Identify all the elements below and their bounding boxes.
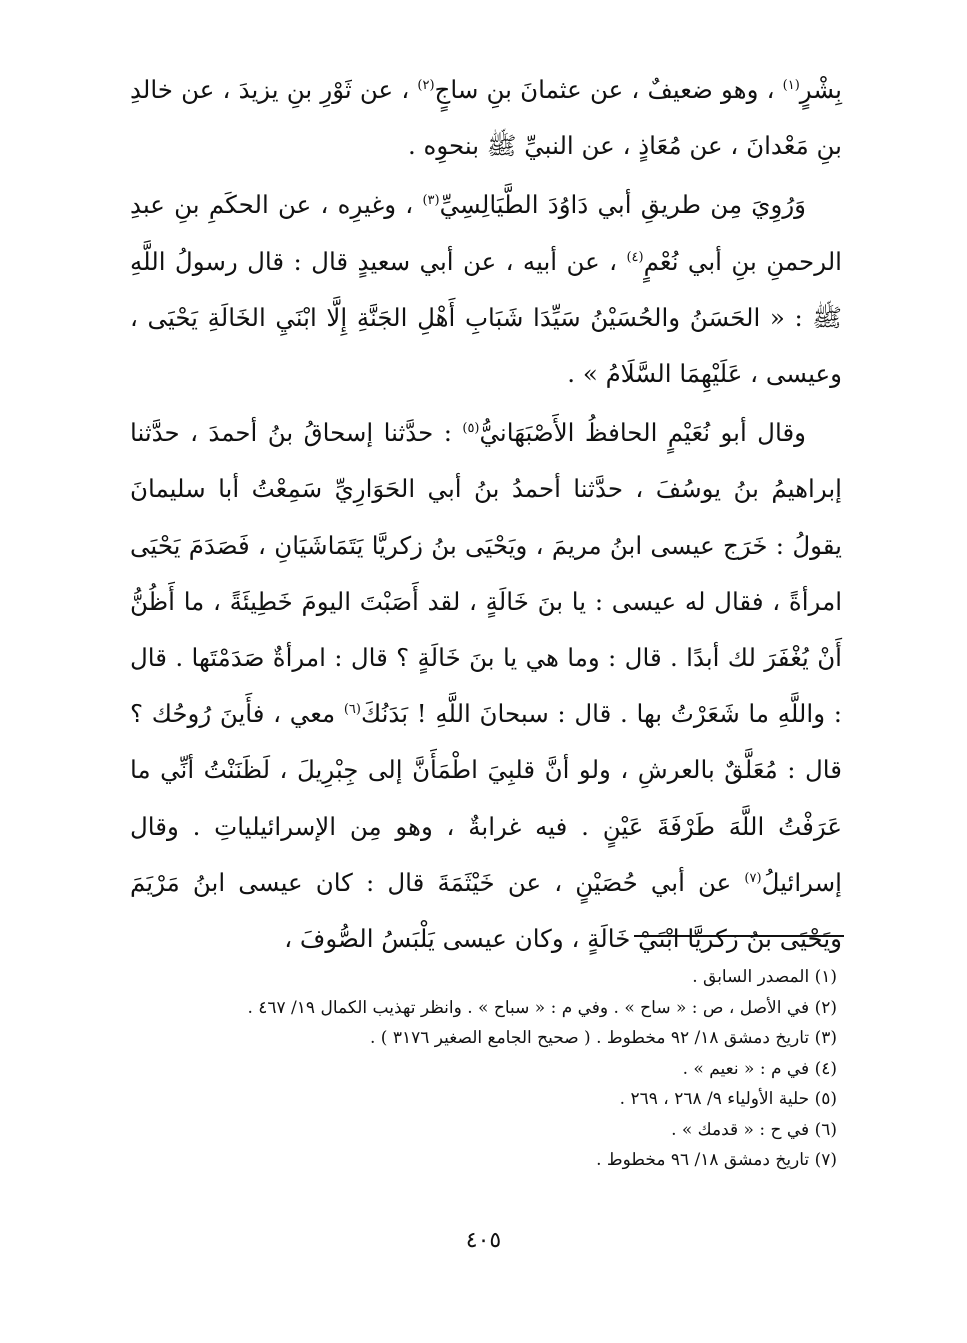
footnote-5: (٥) حلية الأولياء ٩/ ٢٦٨ ، ٢٦٩ . [619,1089,837,1109]
text-segment: وقال أبو نُعَيْمٍ الحافظُ الأَصْبَهَانيُّ [479,418,806,448]
paragraph-3 [130,405,842,967]
footnote-2: (٢) في الأصل ، ص : « ساح » . وفي م : « سباح » . وانظر تهذيب الكمال ١٩/ ٤٦٧ . [247,997,837,1018]
footnote-ref-1: (١) [782,78,800,93]
footnote-ref-5: (٥) [462,421,480,437]
paragraph-1 [130,62,842,174]
main-text [130,62,842,967]
footnote-ref-7: (٧) [744,870,762,886]
footnote-ref-3: (٣) [422,193,440,209]
text-segment: ، عن أبيه ، عن أبي سعيدٍ قال : قال رسولُ اللَّهِ ﷺ : « الحَسَنُ والحُسَيْنُ سَيِّدَا شَبَابِ أَهْلِ الجَنَّةِ إِلَّا ابْنَيِ الخَالَةِ يَحْيَى ، وعيسى ، عَلَيْهِمَا السَّلَامُ » . [130,246,842,389]
paragraph-2 [130,177,842,402]
footnote-1: (١) المصدر السابق . [692,967,837,987]
footnote-3: (٣) تاريخ دمشق ١٨/ ٩٢ مخطوط . ( صحيح الجامع الصغير ٣١٧٦ ) . [369,1028,837,1048]
footnote-7: (٧) تاريخ دمشق ١٨/ ٩٦ مخطوط . [596,1150,837,1170]
page-number: ٤٠٥ [465,1228,502,1253]
text-segment: معي ، فأَينَ رُوحُك ؟ قال : مُعَلَّقٌ بالعرشِ ، ولو أنَّ قلبِيَ اطْمَأَنَّ إلى جِبْرِيلَ ، لَظَنَنْتُ أنِّي ما عَرَفْتُ اللَّهَ طَرْفَةَ عَيْنٍ . فيه غرابةٌ ، وهو مِن الإسرائيلياتِ . وقال إسرائيلُ [130,699,842,897]
text-segment: عن أبي حُصَيْنٍ ، عن خَيْثَمَةَ قال : كان عيسى ابنُ مَرْيَمَ ويَحْيَى بنُ زكريَّا ابْنَيْ خَالَةٍ ، وكان عيسى يَلْبَسُ الصُّوفَ ، [130,867,842,954]
text-segment: ، عن ثَوْرِ بنِ يزيدَ ، عن خالدِ بنِ مَعْدانَ ، عن مُعَاذٍ ، عن النبيِّ ﷺ بنحوِه . [130,75,842,161]
text-segment: بِشْرٍ [799,75,842,104]
text-segment: : حدَّثنا إسحاقُ بنُ أحمدَ ، حدَّثنا إبراهيمُ بنُ يوسُفَ ، حدَّثنا أحمدُ بنُ أبي الحَوَارِيِّ سَمِعْتُ أبا سليمانَ يقولُ : خَرَج عيسى ابنُ مريمَ ، ويَحْيَى بنُ زكريَّا يَتَمَاشَيَانِ ، فَصَدَمَ يَحْيَى امرأةً ، فقال له عيسى : يا بنَ خَالَةٍ ، لقد أَصَبْتَ اليومَ خَطِيئَةً ، ما أَظُنُّ أَنْ يُغْفَرَ لك أبدًا . قال : وما هي يا بنَ خَالَةٍ ؟ قال : امرأةٌ صَدَمْتَها . قال : واللَّهِ ما شَعَرْتُ بها . قال : سبحانَ اللَّهِ ! بَدَنُكَ [130,418,842,729]
footnote-6: (٦) في ح : « قدمك » . [671,1119,837,1140]
text-segment: وَرُوِيَ مِن طريقِ أبي دَاوُدَ الطَّيَالِسِيِّ [439,190,806,220]
footnote-separator [634,935,844,937]
text-segment: ، وهو ضعيفٌ ، عن عثمانَ بنِ ساجٍ [434,75,783,104]
footnote-4: (٤) في م : « نعيم » . [682,1058,837,1079]
text-segment: ، وغيرِه ، عن الحكَمِ بنِ عبدِ الرحمنِ بنِ أبي نُعْمٍ [130,190,842,276]
footnote-ref-2: (٢) [417,78,435,93]
footnote-ref-4: (٤) [626,249,644,265]
footnote-ref-6: (٦) [343,702,361,718]
footnotes [130,962,837,1176]
